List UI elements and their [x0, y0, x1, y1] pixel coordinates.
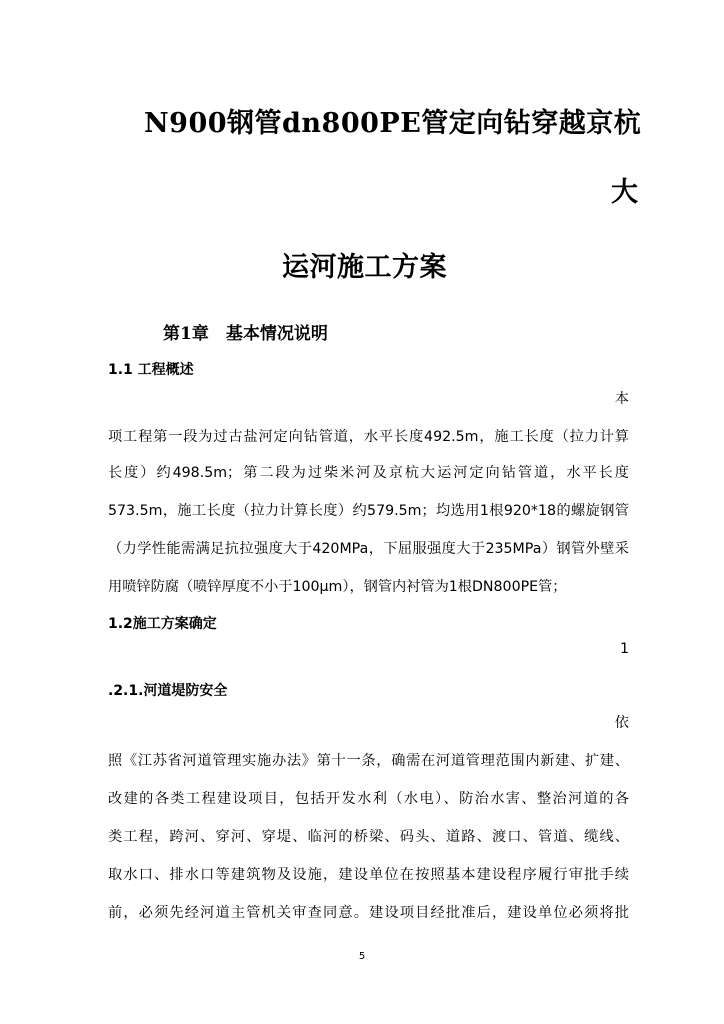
section-1-1-heading: 1.1 工程概述	[108, 362, 194, 378]
chapter-1-heading: 第1章 基本情况说明	[163, 324, 328, 344]
section-1-1-line-3: 573.5m，施工长度（拉力计算长度）约579.5m；均选用1根920*18的螺旋钢管	[108, 503, 629, 519]
section-1-1-line-1: 项工程第一段为过古盐河定向钻管道，水平长度492.5m，施工长度（拉力计算	[108, 429, 629, 445]
section-1-2-1-line-2: 改建的各类工程建设项目，包括开发水利（水电）、防治水害、整治河道的各	[108, 791, 629, 807]
section-1-2-1-heading: .2.1.河道堤防安全	[108, 683, 228, 699]
section-1-2-1-lead-char: 依	[614, 715, 629, 731]
section-1-2-lead-char: 1	[619, 641, 629, 657]
document-title-line-1: N900钢管dn800PE管定向钻穿越京杭	[144, 108, 642, 139]
section-1-2-1-line-1: 照《江苏省河道管理实施办法》第十一条，确需在河道管理范围内新建、扩建、	[108, 753, 629, 769]
section-1-2-1-line-4: 取水口、排水口等建筑物及设施，建设单位在按照基本建设程序履行审批手续	[108, 867, 629, 883]
section-1-2-1-line-5: 前，必须先经河道主管机关审查同意。建设项目经批准后，建设单位必须将批	[108, 905, 629, 921]
section-1-1-line-2: 长度）约498.5m；第二段为过柴米河及京杭大运河定向钻管道，水平长度	[108, 465, 629, 481]
section-1-1-line-4: （力学性能需满足抗拉强度大于420MPa，下屈服强度大于235MPa）钢管外壁采	[108, 541, 629, 557]
document-title-line-2: 大	[611, 177, 639, 208]
section-1-2-1-line-3: 类工程，跨河、穿河、穿堤、临河的桥梁、码头、道路、渡口、管道、缆线、	[108, 829, 629, 845]
section-1-1-lead-char: 本	[614, 391, 629, 407]
document-title-line-3: 运河施工方案	[282, 252, 447, 283]
section-1-2-heading: 1.2施工方案确定	[108, 616, 217, 632]
section-1-1-line-5: 用喷锌防腐（喷锌厚度不小于100μm），钢管内衬管为1根DN800PE管；	[108, 579, 567, 595]
page-number: 5	[358, 951, 366, 962]
